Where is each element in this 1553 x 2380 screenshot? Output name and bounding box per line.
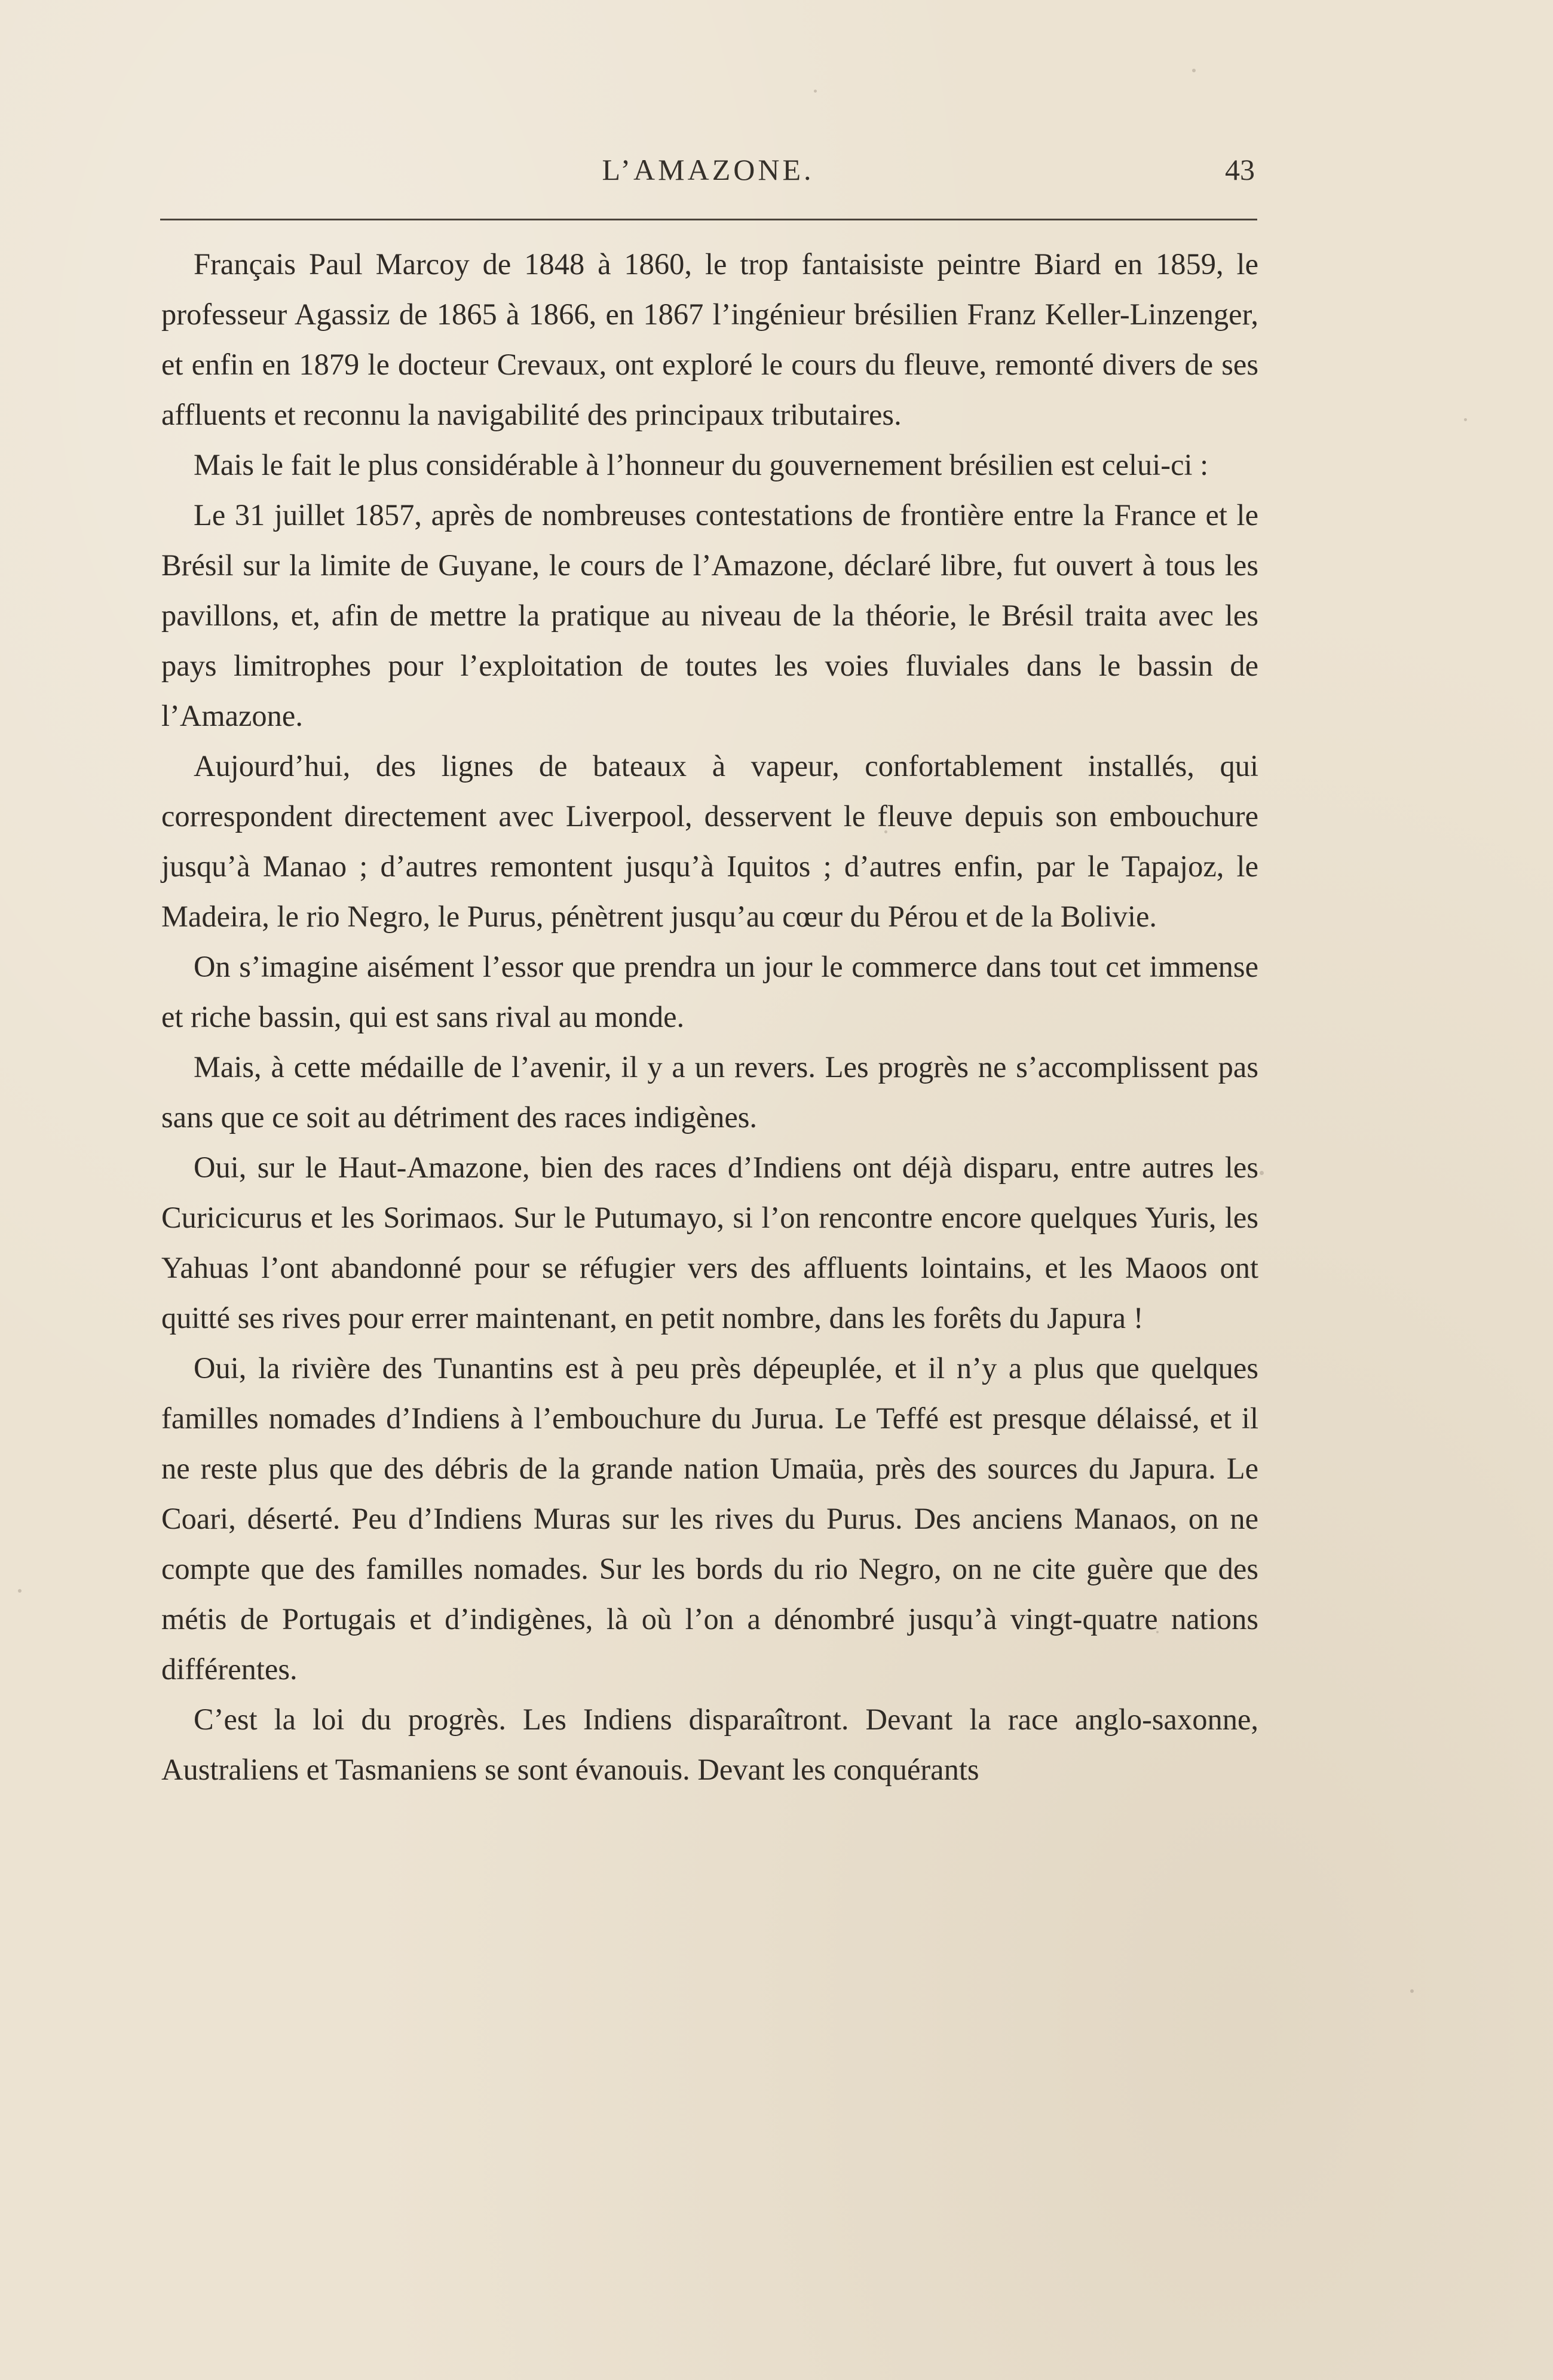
paragraph-5: On s’imagine aisément l’essor que prendra un jour le commerce dans tout cet immense et riche bassin, qui est sans rival au monde.: [161, 950, 1258, 1033]
page-number: 43: [1225, 153, 1255, 186]
paragraph-1: Français Paul Marcoy de 1848 à 1860, le trop fantaisiste peintre Biard en 1859, le professeur Agassiz de 1865 à 1866, en 1867 l’ingénieur brésilien Franz Keller-Linzenger, et enfin en 1879 le docteur Crevaux, ont exploré le cours du fleuve, remonté divers de ses affluents et reconnu la navigabilité des principaux tributaires.: [161, 247, 1258, 431]
paragraph-3: Le 31 juillet 1857, après de nombreuses contestations de frontière entre la France et le Brésil sur la limite de Guyane, le cours de l’Amazone, déclaré libre, fut ouvert à tous les pavillons, et, afin de mettre la pratique au niveau de la théorie, le Brésil traita avec les pays limitrophes pour l’exploitation de toutes les voies fluviales dans le bassin de l’Amazone.: [161, 498, 1258, 732]
page-header: [161, 152, 1255, 194]
paragraph-9: C’est la loi du progrès. Les Indiens disparaîtront. Devant la race anglo-saxonne, Australiens et Tasmaniens se sont évanouis. Devant les conquérants: [161, 1703, 1258, 1786]
header-rule: [160, 219, 1257, 220]
running-title: L’AMAZONE.: [602, 153, 814, 186]
body-text: [161, 239, 1258, 1795]
paragraph-7: Oui, sur le Haut-Amazone, bien des races d’Indiens ont déjà disparu, entre autres les Curicicurus et les Sorimaos. Sur le Putumayo, si l’on rencontre encore quelques Yuris, les Yahuas l’ont abandonné pour se réfugier vers des affluents lointains, et les Maoos ont quitté ses rives pour errer maintenant, en petit nombre, dans les forêts du Japura !: [161, 1151, 1258, 1335]
paragraph-8: Oui, la rivière des Tunantins est à peu près dépeuplée, et il n’y a plus que quelques familles nomades d’Indiens à l’embouchure du Jurua. Le Teffé est presque délaissé, et il ne reste plus que des débris de la grande nation Umaüa, près des sources du Japura. Le Coari, déserté. Peu d’Indiens Muras sur les rives du Purus. Des anciens Manaos, on ne compte que des familles nomades. Sur les bords du rio Negro, on ne cite guère que des métis de Portugais et d’indigènes, là où l’on a dénombré jusqu’à vingt-quatre nations différentes.: [161, 1351, 1258, 1686]
paragraph-6: Mais, à cette médaille de l’avenir, il y a un revers. Les progrès ne s’accomplissent pas sans que ce soit au détriment des races indigènes.: [161, 1050, 1258, 1134]
paragraph-4: Aujourd’hui, des lignes de bateaux à vapeur, confortablement installés, qui correspondent directement avec Liverpool, desservent le fleuve depuis son embouchure jusqu’à Manao ; d’autres remontent jusqu’à Iquitos ; d’autres enfin, par le Tapajoz, le Madeira, le rio Negro, le Purus, pénètrent jusqu’au cœur du Pérou et de la Bolivie.: [161, 749, 1258, 933]
paragraph-2: Mais le fait le plus considérable à l’honneur du gouvernement brésilien est celui-ci :: [194, 448, 1209, 481]
